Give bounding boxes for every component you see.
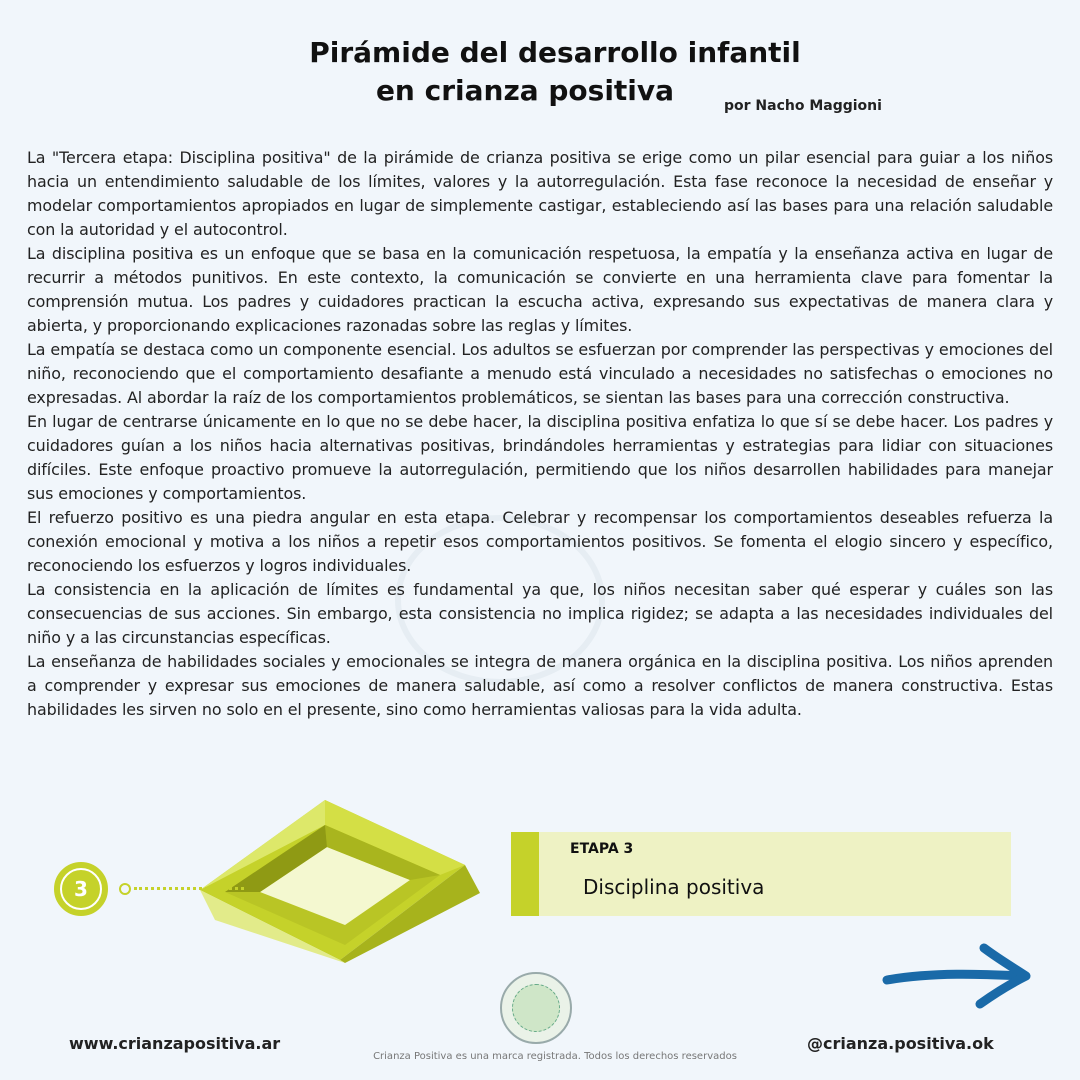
title-line-1: Pirámide del desarrollo infantil — [309, 36, 801, 69]
author-credit: por Nacho Maggioni — [724, 98, 882, 114]
logo-emblem — [512, 984, 560, 1032]
stage-card — [511, 832, 1011, 916]
paragraph: En lugar de centrarse únicamente en lo que no se debe hacer, la disciplina positiva enfatiza lo que sí se debe hacer. Los padres y cuidadores guían a los niños hacia alternativas positivas, brindándoles herramientas y estrategias para lidiar con situaciones difíciles. Este enfoque proactivo promueve la autorregulación, permitiendo que los niños desarrollen habilidades para manejar sus emociones y comportamientos. — [27, 412, 1053, 503]
paragraph: La empatía se destaca como un componente esencial. Los adultos se esfuerzan por comprender las perspectivas y emociones del niño, reconociendo que el comportamiento desafiante a menudo está vinculado a necesidades no satisfechas o emociones no expresadas. Al abordar la raíz de los comportamientos problemáticos, se sientan las bases para una corrección constructiva. — [27, 340, 1053, 407]
connector-line — [134, 887, 244, 890]
pyramid-level-icon — [195, 795, 495, 965]
paragraph: La disciplina positiva es un enfoque que se basa en la comunicación respetuosa, la empatía y la enseñanza activa en lugar de recurrir a métodos punitivos. En este contexto, la comunicación se convierte en una herramienta clave para fomentar la comprensión mutua. Los padres y cuidadores practican la escucha activa, expresando sus expectativas de manera clara y abierta, y proporcionando explicaciones razonadas sobre las reglas y límites. — [27, 244, 1053, 335]
paragraph: La consistencia en la aplicación de límites es fundamental ya que, los niños necesitan saber qué esperar y cuáles son las consecuencias de sus acciones. Sin embargo, esta consistencia no implica rigidez; se adapta a las necesidades individuales del niño y a las circunstancias específicas. — [27, 580, 1053, 647]
stage-accent-bar — [511, 832, 539, 916]
stage-number: 3 — [60, 868, 102, 910]
paragraph: La enseñanza de habilidades sociales y emocionales se integra de manera orgánica en la disciplina positiva. Los niños aprenden a comprender y expresar sus emociones de manera saludable, así como a resolver conflictos de manera constructiva. Estas habilidades les sirven no solo en el presente, sino como herramientas valiosas para la vida adulta. — [27, 652, 1053, 719]
stage-label: ETAPA 3 — [570, 841, 634, 857]
paragraph: El refuerzo positivo es una piedra angular en esta etapa. Celebrar y recompensar los comportamientos deseables refuerza la conexión emocional y motiva a los niños a repetir esos comportamientos positivos. Se fomenta el elogio sincero y específico, reconociendo los esfuerzos y logros individuales. — [27, 508, 1053, 575]
connector-dot — [119, 883, 131, 895]
stage-name: Disciplina positiva — [583, 875, 765, 899]
title-line-2: en crianza positiva — [375, 74, 675, 107]
legal-notice: Crianza Positiva es una marca registrada. Todos los derechos reservados — [373, 1051, 737, 1062]
brand-logo-icon — [500, 972, 572, 1044]
article-body — [27, 146, 1053, 722]
website-link[interactable]: www.crianzapositiva.ar — [69, 1034, 281, 1053]
stage-number-badge — [54, 862, 108, 916]
page-title — [0, 34, 1080, 110]
arrow-right-icon[interactable] — [882, 940, 1032, 1012]
paragraph: La "Tercera etapa: Disciplina positiva" de la pirámide de crianza positiva se erige como un pilar esencial para guiar a los niños hacia un entendimiento saludable de los límites, valores y la autorregulación. Esta fase reconoce la necesidad de enseñar y modelar comportamientos apropiados en lugar de simplemente castigar, estableciendo así las bases para una relación saludable con la autoridad y el autocontrol. — [27, 148, 1053, 239]
social-handle[interactable]: @crianza.positiva.ok — [807, 1034, 994, 1053]
